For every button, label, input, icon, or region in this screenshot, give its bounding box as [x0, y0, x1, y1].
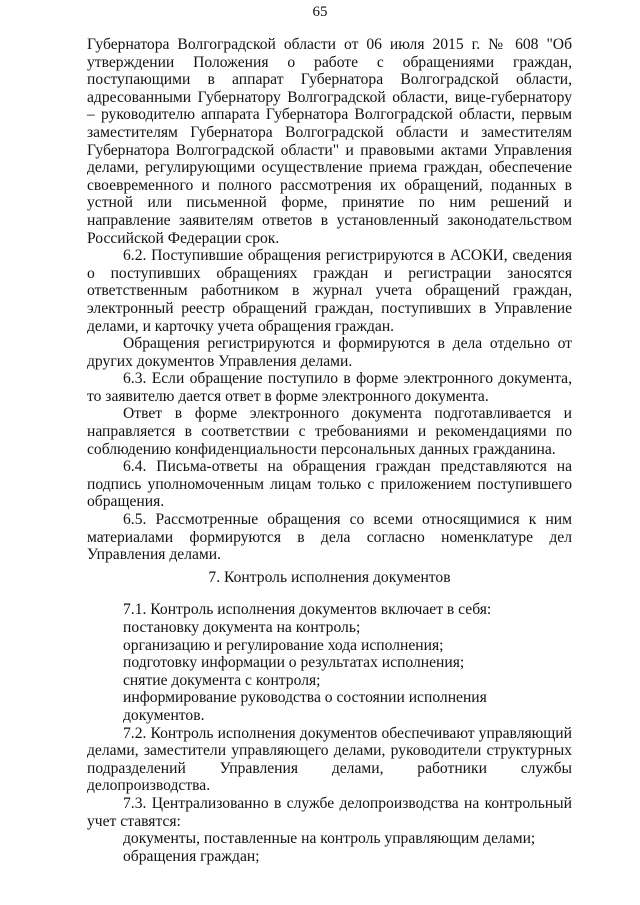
list-item: документы, поставленные на контроль управляющим делами;: [123, 830, 536, 848]
paragraph-6-4: 6.4. Письма-ответы на обращения граждан представляются на подпись уполномоченным лицам только с приложением поступившего обращения.: [87, 458, 572, 511]
paragraph-6-3: 6.3. Если обращение поступило в форме электронного документа, то заявителю дается ответ в форме электронного документа.: [87, 370, 572, 405]
list-item: постановку документа на контроль;: [123, 619, 361, 636]
list-item: информирование руководства о состоянии исполнения документов.: [123, 689, 487, 724]
paragraph-continuation: Губернатора Волгоградской области от 06 июля 2015 г. № 608 "Об утверждении Положения о работе с обращениями граждан, поступающими в аппарат Губернатора Волгоградской области, адресованными Губернатору Волгоградской области, вице-губернатору – руководителю аппарата Губернатора Волгоградской области, первым заместителям Губернатора Волгоградской области и заместителям Губернатора Волгоградской области" и правовыми актами Управления делами, регулирующими осуществление приема граждан, обеспечение своевременного и полного рассмотрения их обращений, поданных в устной или письменной форме, принятие по ним решений и направление заявителям ответов в установленный законодательством Российской Федерации срок.: [87, 36, 572, 247]
list-item: подготовку информации о результатах исполнения;: [123, 654, 465, 672]
section-heading: 7. Контроль исполнения документов: [208, 568, 451, 586]
document-body: [87, 36, 572, 865]
paragraph-6-3-note: Ответ в форме электронного документа подготавливается и направляется в соответствии с требованиями и рекомендациями по соблюдению конфиденциальности персональных данных гражданина.: [87, 405, 572, 458]
paragraph-6-2-note: Обращения регистрируются и формируются в дела отдельно от других документов Управления делами.: [87, 335, 572, 370]
paragraph-7-1: 7.1. Контроль исполнения документов включает в себя:: [123, 601, 492, 619]
paragraph-7-2: 7.2. Контроль исполнения документов обеспечивают управляющий делами, заместители управляющего делами, руководители структурных подразделений Управления делами, работники службы делопроизводства.: [87, 724, 572, 795]
page-number: 65: [312, 4, 328, 20]
paragraph-6-5: 6.5. Рассмотренные обращения со всеми относящимися к ним материалами формируются в дела согласно номенклатуре дел Управления делами.: [87, 511, 572, 564]
list-item: обращения граждан;: [123, 847, 260, 865]
list-item: организацию и регулирование хода исполнения;: [123, 636, 444, 654]
list-item: снятие документа с контроля;: [123, 671, 321, 689]
paragraph-7-3: 7.3. Централизованно в службе делопроизводства на контрольный учет ставятся:: [87, 794, 572, 830]
paragraph-6-2: 6.2. Поступившие обращения регистрируются в АСОКИ, сведения о поступивших обращениях граждан и регистрации заносятся ответственным работником в журнал учета обращений граждан, электронный реестр обращений граждан, поступивших в Управление делами, и карточку учета обращения граждан.: [87, 247, 572, 335]
